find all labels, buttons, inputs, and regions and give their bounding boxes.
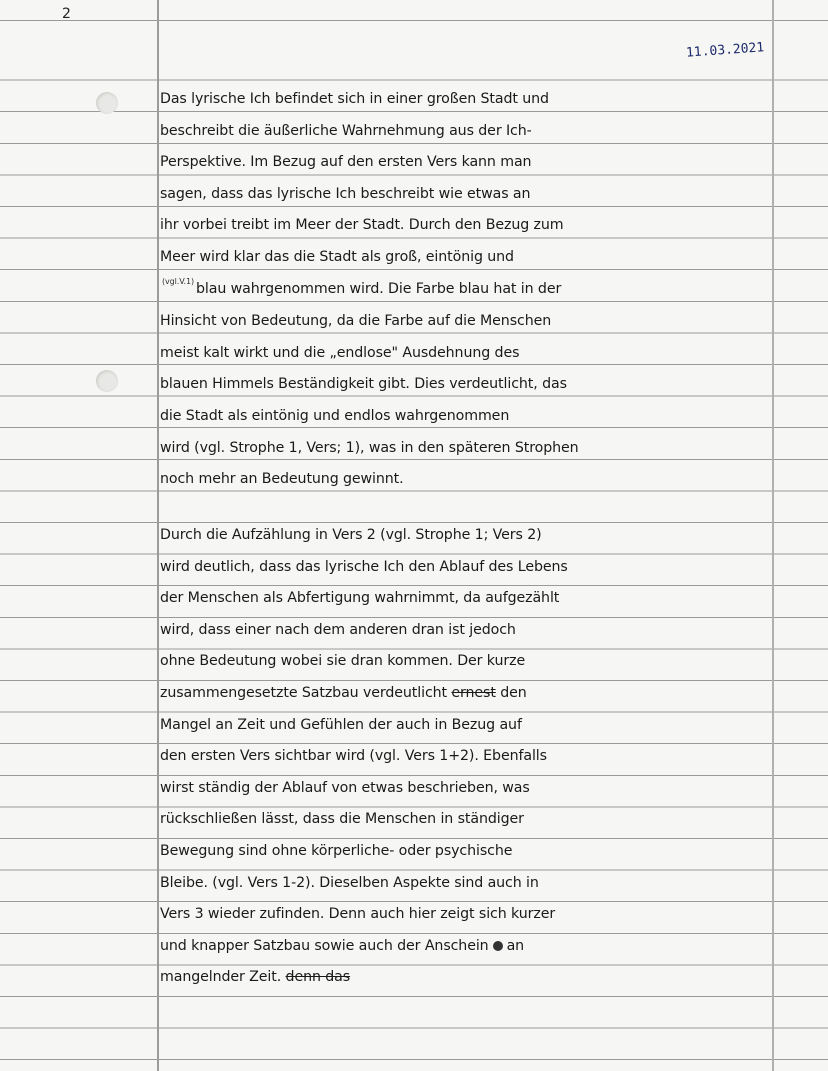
- text-line: wird deutlich, dass das lyrische Ich den Ablauf des Lebens: [160, 558, 568, 575]
- text-line: Das lyrische Ich befindet sich in einer großen Stadt und: [160, 91, 549, 107]
- text-line: ihr vorbei treibt im Meer der Stadt. Durch den Bezug zum: [160, 217, 564, 234]
- text-line: Bewegung sind ohne körperliche- oder psychische: [160, 842, 513, 859]
- page-number: 2: [62, 6, 71, 22]
- text-line: rückschließen lässt, dass die Menschen in ständiger: [160, 811, 524, 828]
- text-line: wird, dass einer nach dem anderen dran ist jedoch: [160, 621, 516, 638]
- punch-hole: [96, 370, 118, 392]
- text-line: meist kalt wirkt und die „endlose" Ausdehnung des: [160, 344, 520, 361]
- punch-hole: [96, 92, 118, 114]
- ink-blot: [493, 941, 503, 951]
- struck-words: denn das: [285, 969, 351, 986]
- text-line: noch mehr an Bedeutung gewinnt.: [160, 471, 404, 488]
- text-line: Bleibe. (vgl. Vers 1-2). Dieselben Aspekte sind auch in: [160, 874, 539, 891]
- left-margin-line: [157, 0, 159, 1071]
- struck-word: ernest: [451, 684, 496, 701]
- text-line: und knapper Satzbau sowie auch der Anschein an: [160, 937, 525, 954]
- text-line: Perspektive. Im Bezug auf den ersten Vers kann man: [160, 154, 532, 171]
- text-line: Meer wird klar das die Stadt als groß, eintönig und: [160, 248, 514, 265]
- margin-annotation: (vgl.V.1): [162, 276, 194, 286]
- text-line: mangelnder Zeit. denn das: [160, 969, 351, 986]
- text-line: wird (vgl. Strophe 1, Vers; 1), was in den späteren Strophen: [160, 439, 579, 456]
- text-line: ohne Bedeutung wobei sie dran kommen. Der kurze: [160, 653, 526, 670]
- text-line: Mangel an Zeit und Gefühlen der auch in Bezug auf: [160, 716, 522, 733]
- text-line: Durch die Aufzählung in Vers 2 (vgl. Strophe 1; Vers 2): [160, 527, 542, 543]
- text-line: Hinsicht von Bedeutung, da die Farbe auf die Menschen: [160, 313, 552, 330]
- text-line: $^{(vgl.V.1)}$ blau wahrgenommen wird. Die Farbe blau hat in der: [162, 276, 562, 297]
- text-line: wirst ständig der Ablauf von etwas beschrieben, was: [160, 779, 530, 796]
- text-line: Vers 3 wieder zufinden. Denn auch hier zeigt sich kurzer: [160, 906, 556, 923]
- paragraph-2: [160, 520, 690, 994]
- text-line: die Stadt als eintönig und endlos wahrgenommen: [160, 407, 510, 424]
- text-line: der Menschen als Abfertigung wahrnimmt, da aufgezählt: [160, 590, 560, 607]
- text-line: blauen Himmels Beständigkeit gibt. Dies verdeutlicht, das: [160, 376, 567, 393]
- text-line: sagen, dass das lyrische Ich beschreibt wie etwas an: [160, 185, 531, 202]
- text-line: beschreibt die äußerliche Wahrnehmung aus der Ich-: [160, 122, 532, 139]
- right-margin-line: [772, 0, 774, 1071]
- date: 11.03.2021: [685, 40, 765, 61]
- paragraph-1: [160, 84, 690, 496]
- text-line: den ersten Vers sichtbar wird (vgl. Vers 1+2). Ebenfalls: [160, 748, 547, 765]
- text-line: zusammengesetzte Satzbau verdeutlicht ernest den: [160, 684, 527, 701]
